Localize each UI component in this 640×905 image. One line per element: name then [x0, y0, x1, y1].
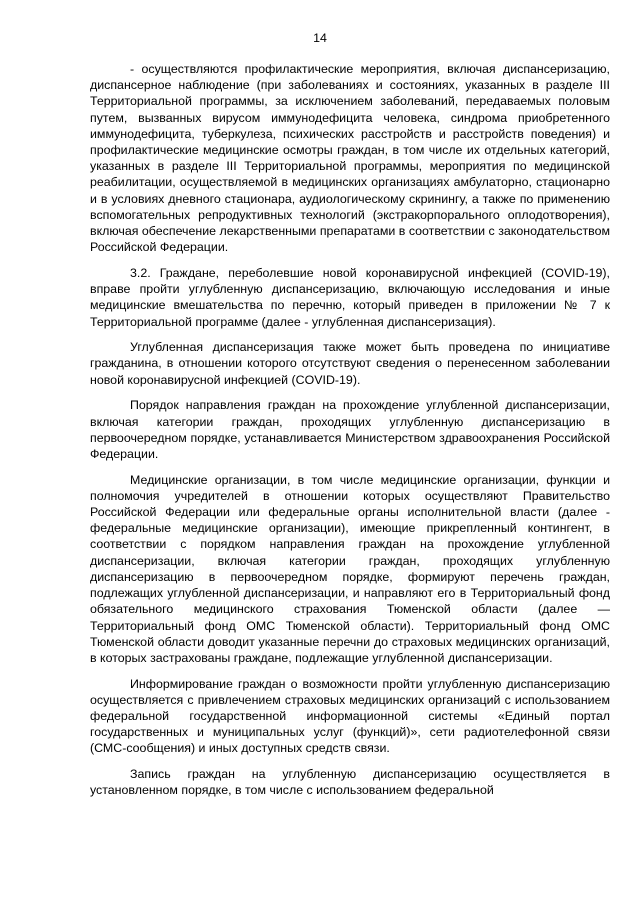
paragraph-3-2-covid: 3.2. Граждане, переболевшие новой коронавирусной инфекцией (COVID-19), вправе пройти углубленную диспансеризацию, включающую исследования и иные медицинские вмешательства по перечню, который приведен в приложении № 7 к Территориальной программе (далее - углубленная диспансеризация). — [90, 265, 610, 329]
paragraph-preventive-measures: - осуществляются профилактические мероприятия, включая диспансеризацию, диспансерное наблюдение (при заболеваниях и состояниях, указанных в разделе III Территориальной программы, за исключением заболеваний, передаваемых половым путем, вызванных вирусом иммунодефицита человека, синдрома приобретенного иммунодефицита, туберкулеза, психических расстройств и расстройств поведения) и профилактические медицинские осмотры граждан, в том числе их отдельных категорий, указанных в разделе III Территориальной программы, мероприятия по медицинской реабилитации, осуществляемой в медицинских организациях амбулаторно, стационарно и в условиях дневного стационара, аудиологическому скринингу, а также по применению вспомогательных репродуктивных технологий (экстракорпорального оплодотворения), включая обеспечение лекарственными препаратами в соответствии с законодательством Российской Федерации. — [90, 62, 610, 255]
page-number: 14 — [313, 31, 327, 45]
paragraph-initiative: Углубленная диспансеризация также может быть проведена по инициативе гражданина, в отношении которого отсутствуют сведения о перенесенном заболевании новой коронавирусной инфекцией (COVID-19). — [90, 340, 610, 387]
paragraph-medical-organizations: Медицинские организации, в том числе медицинские организации, функции и полномочия учредителей в отношении которых осуществляют Правительство Российской Федерации или федеральные органы исполнительной власти (далее - федеральные медицинские организации), имеющие прикрепленный контингент, в соответствии с порядком направления граждан на прохождение углубленной диспансеризации, включая категории граждан, проходящих углубленную диспансеризацию в первоочередном порядке, формируют перечень граждан, подлежащих углубленной диспансеризации, и направляют его в Территориальный фонд обязательного медицинского страхования Тюменской области (далее — Территориальный фонд ОМС Тюменской области). Территориальный фонд ОМС Тюменской области доводит указанные перечни до страховых медицинских организаций, в которых застрахованы граждане, подлежащие углубленной диспансеризации. — [90, 472, 610, 665]
paragraph-referral-procedure: Порядок направления граждан на прохождение углубленной диспансеризации, включая категории граждан, проходящих углубленную диспансеризацию в первоочередном порядке, устанавливается Министерством здравоохранения Российской Федерации. — [90, 398, 610, 461]
document-body — [90, 61, 610, 808]
paragraph-registration: Запись граждан на углубленную диспансеризацию осуществляется в установленном порядке, в том числе с использованием федеральной — [90, 767, 610, 798]
paragraph-informing-citizens: Информирование граждан о возможности пройти углубленную диспансеризацию осуществляется с привлечением страховых медицинских организаций с использованием федеральной государственной информационной системы «Единый портал государственных и муниципальных услуг (функций)», сети радиотелефонной связи (СМС-сообщения) и иных доступных средств связи. — [90, 676, 610, 756]
